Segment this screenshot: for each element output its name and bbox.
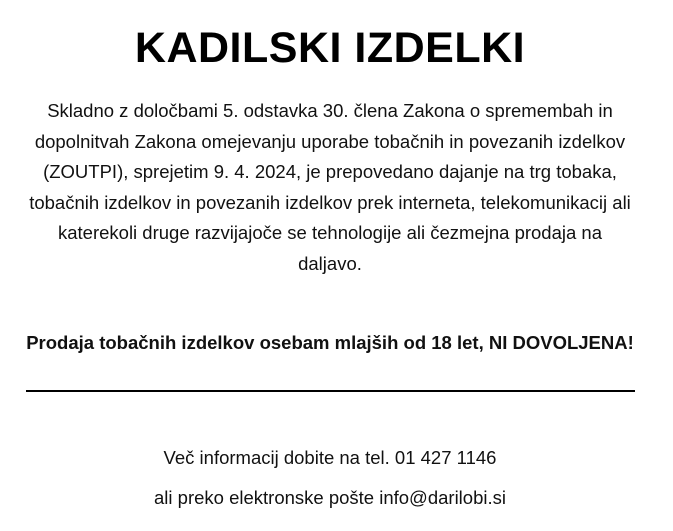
page-title: KADILSKI IZDELKI	[134, 24, 526, 72]
section-divider	[26, 390, 635, 392]
contact-phone-text: Več informacij dobite na tel. 01 427 1146	[163, 447, 497, 468]
legal-notice-paragraph: Skladno z določbami 5. odstavka 30. člena Zakona o spremembah in dopolnitvah Zakona omejevanju uporabe tobačnih in povezanih izdelkov (ZOUTPI), sprejetim 9. 4. 2024, je prepovedano dajanje na trg tobaka, tobačnih izdelkov in povezanih izdelkov prek interneta, telekomunikacij ali katerekoli druge razvijajoče se tehnologije ali čezmejna prodaja na daljavo.	[29, 100, 631, 274]
age-restriction-warning: Prodaja tobačnih izdelkov osebam mlajših od 18 let, NI DOVOLJENA!	[26, 332, 634, 353]
contact-email-text: ali preko elektronske pošte info@darilobi.si	[154, 487, 506, 508]
